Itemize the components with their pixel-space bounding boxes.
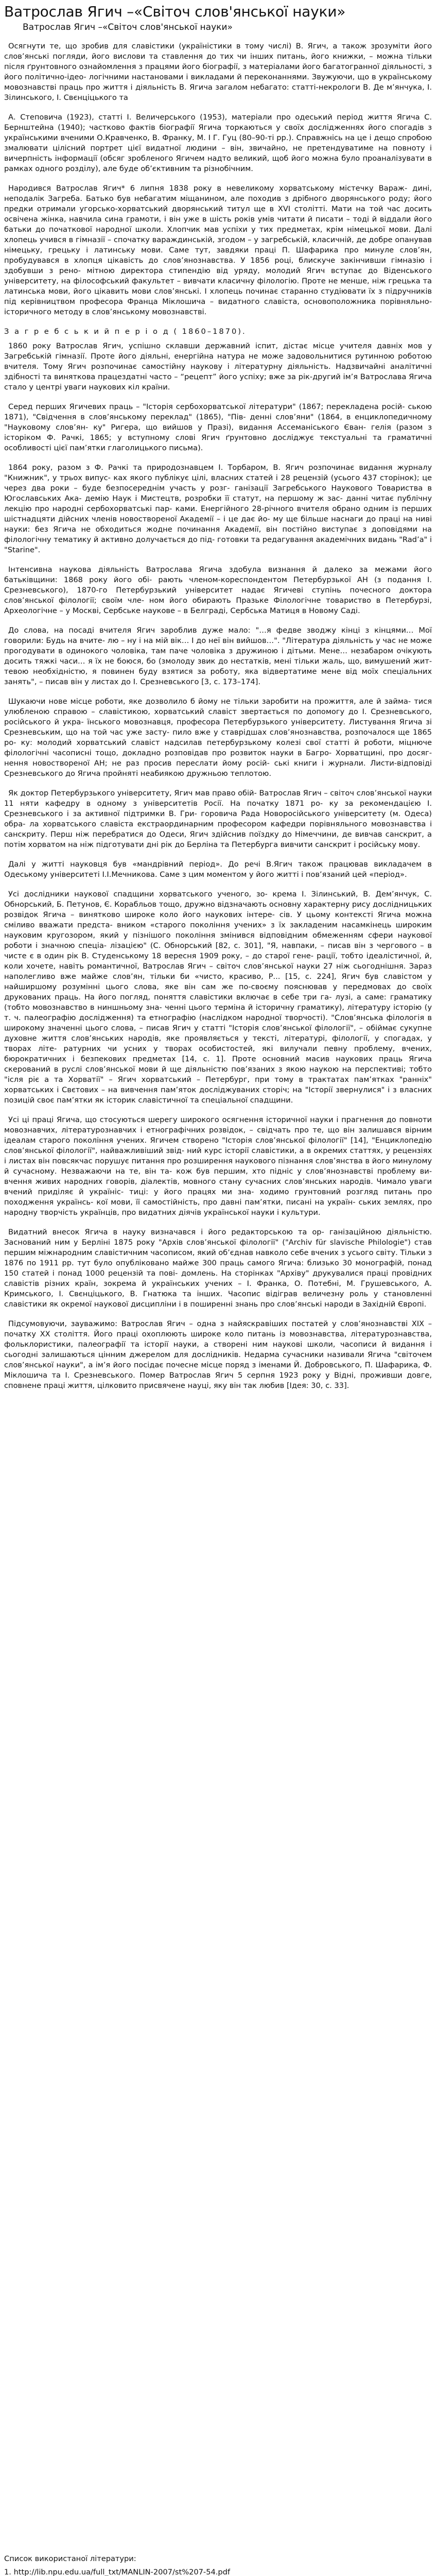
paragraph-wandering: Далі у житті науковця був «мандрівний період». До речі В.Ягич також працював викладачем в Одеському університеті І.І.Мечникова. Саме з цим моментом у його житті і пов’язаний цей «період». [4,860,432,879]
references-label: Список використаної літератури: [4,2554,136,2563]
paragraph-odesa: Як доктор Петербурзького університету, Ягич мав право обій- Ватрослав Ягич – світоч слов’янської науки 11 няти кафедру в одному з університетів Росії. На початку 1871 ро- ку за рекомендацією І. Срезневського і за активної підтримки В. Гри- горовича Рада Новоросійського університету (м. Одеса) обра- ла хорватського славіста екстраординарним професором кафедри порівняльного мовознавства і санскриту. Перш ніж перебратися до Одеси, Ягич здійснив поїздку до Німеччини, де вивчав санскрит, а потім хорватом на ніж підготувати дні рік до Берліна та Петербурга вивчити санскрит і російську мову. [4,789,432,849]
paragraph-zagreb-1: 1860 року Ватрослав Ягич, успішно склавши державний іспит, дістає місце учителя давніх мов у Загребській гімназії. Проте його діяльні, енергійна натура не може задовольнитися рутинною роботою вчителя. Тому Ягич розпочинає самостійну наукову і літературну діяльність. Надзвичайні аналітичні здібності та виняткова працездатні часто – “рецепт” його успіху; вже за рік-другий ім’я Ватрослава Ягича стало у центрі уваги наукових кіл країни. [4,342,432,392]
paragraph-scope: Усі дослідники наукової спадщини хорватського ученого, зо- крема І. Зілинський, В. Дем’янчук, С. Обнорський, Б. Петунов, Є. Корабльов тощо, дружно відзначають основну характерну рису дослідницьких розвідок Ягича – винятково широке коло його наукових інтере- сів. У цьому контексті Ягича можна сміливо вважати предста- вником «старого покоління учених» з їх закладеним насамкінець широким науковим кругозором, який у пізнішого покоління змінився відповідним обмеженням сфери наукової роботи і значною спеціа- лізацією" (С. Обнорський [82, с. 301], "Я, навпаки, – писав він з чергового – в чисте є в один рік В. Студенському 18 вересня 1909 року, – до старої гене- рації, тобто ідеалістичної, й, коли хочете, навіть романтичної, Ватрослав Ягич – світоч слов’янської науки 27 ніж сьогоднішня. Зараз наполегливо вже майже слов’ян, тільки би «чисто, красиво, Р... [15, с. 224], Ягич був славістом у найширшому розумінні цього слова, яке він сам же по-своєму пояснював у передмовах до своїх друкованих праць. На його погляд, поняття славістики включає в себе три га- лузі, а саме: граматику (тобто мовознавство в ниншньому зна- ченні цього терміна й історичну граматику), літературу історію (у т. ч. палеографію дослідження) та етнографію (наслідком народної творчості). "Слов’янська філологія в широкому значенні цього слова, – писав Ягич у статті "Історія слов’янської філології", – обіймає сукупне духовне життя слов’янських народів, яке проявляється у тексті, літературі, філології, у спогадах, у творах літе- ратурних чи усних у творах особистостей, які вилучали певну проблему, вчених, бюрократичних і безпекових предметах [14, с. 1]. Проте основний масив наукових праць Ягича скерований в руслі слов’янської мови й ще діяльністю пов’язаних з якою наукою на перспективі; тобто "ісля ріє а та Хорватії" – Ягич хорватський – Петербург, при тому в трактатах пам’ятках "ранніх" хорватських і Свєтових – на вивчення пам’яток досліджуваних сторіч; на "Історії звернулися" і з власних позицій своє пам’ятки як історик славістичної та спеціальної спадщини. [4,890,432,1105]
section-heading-zagreb: З а г р е б с ь к и й п е р і о д ( 1860–1870). [4,327,247,336]
source-link[interactable]: 1. http://lib.npu.edu.ua/full_txt/MANLIN-2007/st%207-54.pdf [4,2568,231,2576]
page-subtitle: Ватрослав Ягич –«Світоч слов'янської науки» [23,22,233,32]
paragraph-zagreb-2: Серед перших Ягичевих праць – "Історія сербохорватської літератури" (1867; перекладена росій- ською 1871), "Свідчення в слов’янському переклад" (1865), "Пів- денні слов’яни" (1864, в енциклопедичному "Науковому слов’ян- ку" Ригера, що вийшов у Празі), видання Ассеманіського Єван- гелія (разом з історіком Ф. Рачкі, 1865; у вступному слові Ягич ґрунтовно досліджує текстуальні та граматичні особливості цієї пам’ятки глаголицького письма). [4,402,432,452]
references-footer [4,2552,432,2576]
page-title: Ватрослав Ягич –«Світоч слов'янської науки» [4,3,346,20]
article-body [4,41,432,1391]
paragraph-zagreb-6: Шукаючи нове місце роботи, яке дозволило б йому не тільки заробити на прожиття, але й займа- тися улюбленою справою – славістикою, хорватський славіст звертається по допомогу до І. Срезневського, російського й укра- їнського мовознавця, професора Петербурзького університету. Листування Ягича зі Срезневським, що на той час уже засту- пило вже у ставрідшах слов’янознавства, розпочалося ще 1865 ро- ку: молодий хорватський славіст надсилав петербурзькому колезі свої статті й роботи, міцнюче філологічні часописні тощо, докладно розповідав про розвиток науки в Багро- Хорватщині, про досяг- нення новоствореної АН; не раз просив переслати йому росій- ські книги і журнали. Листи-відповіді Срезневського до Ягича пройняті неабиякою дружньою теплотою. [4,697,432,778]
paragraph-archive: Видатний внесок Ягича в науку визначався і його редакторською та ор- ганізаційною діяльністю. Заснований ним у Берліні 1875 року "Архів слов’янської філології" ("Archiv für slavische Philologie") став першим міжнародним славістичним часописом, який об’єднав навколо себе вчених з усього світу. Тільки з 1876 по 1911 рр. тут було опубліковано майже 300 праць самого Ягича: близько 30 монографій, понад 150 статей і понад 1000 рецензій та пові- домлень. На сторінках "Архіву" друкувалися праці провідних славістів різних країн, зокрема й українських учених – І. Франка, О. Потебні, М. Грушевського, А. Кримського, І. Свєнціцького, В. Гнатюка та інших. Часопис відіграв величезну роль у становленні славістики як окремої наукової дисципліни і в поширенні знань про слов’янські народи в Західній Європі. [4,1228,432,1309]
paragraph-intro-2: А. Степовича (1923), статті І. Величерського (1953), матеріали про одеський період життя Ягича С. Бернштейна (1940); частково фактів біографії Ягича торкаються у своїх дослідженнях його спогадів з українськими вченими О.Кравченко, В. Франку, М. І Г. Гуц (80–90-ті рр.). Справжнісь на це і дещо спробою змалювати цілісний портрет цієї видатної людини – він, звичайно, не претендуватиме на повноту і вичерпність інформації (обсяг зробленого Ягичем надто великий, щоб його можна було проаналізувати в рамках одного розділу), але буде об’єктивним та різнобічним. [4,113,432,173]
paragraph-intro-1: Осягнути те, що зробив для славістики (україністики в тому числі) В. Ягич, а також зрозуміти його слов’янські погляди, його вислови та ставлення до тих чи інших питань, його книжки, – можна тільки після ґрунтовного ознайомлення з працями його біографії, з матеріалами його багатогранної діяльності, з його політично-ідео- логічними настановами і викладами й переконаннями. Звужуючи, що в українському мовознавстві праць про життя і діяльність В. Ягича загалом небагато: статті-некрологи В. Де м’янчука, І. Зілинського, І. Свєнціцького та [4,42,432,102]
paragraph-legacy: Усі ці праці Ягича, що стосуються шерегу широкого осягнення історичної науки і прагнення до повноти мовознавчих, літературознавчих і етнографічних розвідок, – свідчать про те, що він залишався вірним ідеалам старого покоління учених. Ягичем створено "Історія слов’янської філології" [14], "Енциклопедію слов’янської філології", найважливіший звід- ний курс історії славістики, а в окремих статтях, у рецензіях і листах він повсякчас порушує питання про розширення наукового пізнання слов’янства в його минулому й сучасному. Незважаючи на те, він та- кож був першим, хто підніс у слов’янознавстві проблему ви- вчення живих народних говорів, діалектів, мовного стану сучасних слов’янських народів. Чимало уваги вчений приділяє й україніс- тиці: у його працях ми зна- ходимо грунтовний розгляд питань про походження українсь- кої мови, її самостійність, про давні пам’ятки, писані на україн- ських землях, про народну творчість українців, про видатних діячів української науки і культури. [4,1115,432,1217]
paragraph-zagreb-3: 1864 року, разом з Ф. Рачкі та природознавцем І. Торбаром, В. Ягич розпочинає видання журналу "Книжник", у трьох випус- ках якого публікує цілі, власних статей і 28 рецензій (усього 437 сторінок); це через два роки – буде безпосереднім участь у розг- ганізації Загребського Наукового Товариства в Югославських Ака- демію Наук і Мистецтв, розробки її статут, на першому ж зас- данні читає публічну лекцію про народні сербохорватські пар- ками. Енергійного 28-річного вчителя обрано одним із перших шістнадцяти дійсних членів новоствореної Академії – і це дає йо- му ще більше наснаги до праці на ниві науки: без Ягича не обходиться жодне починання Академії, він постійно виступає з доповідями на філологічну тематику й активно долучається до під- готовки та редагування академічних видань "Rad’a" і "Starine". [4,463,432,554]
paragraph-biography: Народився Ватрослав Ягич* 6 липня 1838 року в невеликому хорватському містечку Варaж- дині, неподалік Загреба. Батько був небагатим міщанином, але походив з дрібного дворянського роду; його предки отримали угорсько-хорватський дворянський титул ще в XVI столітті. Мати на той час досить освічена жінка, навчила сина грамоти, і він уже в шість років умів читати й писати – тоді й віддали його батьки до початкової народної школи. Хлопчик мав успіхи у тих предметах, крім німецької мови. Далі хлопець учився в гімназії – спочатку вараждинській, згодом – у загребській, класичній, де добре опанував німецьку, грецьку і латинську мови. Саме тут, завдяки праці П. Шафарика про минуле слов’ян, пробудувався в хлопця цікавість до слов’янознавства. У 1856 році, блискуче закінчивши гімназію і здобувши з рено- мітною директора стипендію від уряду, молодий Ягич вступає до Віденського університету, на філософський факультет – вивчати класичну філологію. Проте не менше, ніж грецька та латинська мови, його цікавить мови слов’янські. І хлопець починає старанно студіювати їх з підручників під керівництвом професора Франца Міклошича – видатного славіста, основоположника порівняльно-історичного методу в слов’янському мовознавстві. [4,184,432,316]
paragraph-zagreb-4: Інтенсивна наукова діяльність Ватрослава Ягича здобула визнання й далеко за межами його батьківщини: 1868 року його обі- рають членом-кореспондентом Петербурзької АН (з подання І. Срезневського), 1870-го Петербурзький університет надає Ягичеві ступінь почесного доктора слов’янської філології; своїм чле- ном його обирають Празьке Філологічне товариство в Петербурзі, Археологічне – у Москві, Сербське наукове – в Белграді, Сербська Матиця в Новому Саді. [4,565,432,615]
paragraph-zagreb-5: До слова, на посаді вчителя Ягич зароблив дуже мало: "…я федве зводжу кінці з кінцями… Мої говорили: Будь на вчите- лю – ну і на мій вiк… І до неї він вийшов…". "Література діяльність у час не може прогодувати в одинокого чоловіка, там паче чоловіка з дружиною і дітьми. Мене… незабаром очікують досить тяжкі часи… я їх не боюся, бо (змолоду звик до нестатків, мені тільки жаль, що, вимушений жит- тевою необхідністю, я повинен буду взятися за роботу, яка відвертатиме мене від моїх спеціальних занять", – писав він у листах до І. Срезневського [3, с. 173–174]. [4,626,432,686]
paragraph-conclusion: Підсумовуючи, зауважимо: Ватрослав Ягич – одна з найяскравіших постатей у слов’янознавстві ХІХ – початку ХХ століття. Його праці охоплюють широке коло питань із мовознавства, літературознавства, фольклористики, палеографії та історії науки, а створені ним наукові школи, часописи й видання і сьогодні залишаються цінним джерелом для дослідників. Недарма сучасники називали Ягича "світочем слов’янської науки", а ім’я його посідає почесне місце поряд з іменами Й. Добровського, П. Шафарика, Ф. Міклошича та І. Срезневського. Помер Ватрослав Ягич 5 серпня 1923 року у Відні, проживши довге, сповнене праці життя, цілковито присвячене науці, яку він так любив [Ідея: 30, с. 33]. [4,1319,432,1390]
references-list [4,2566,432,2576]
